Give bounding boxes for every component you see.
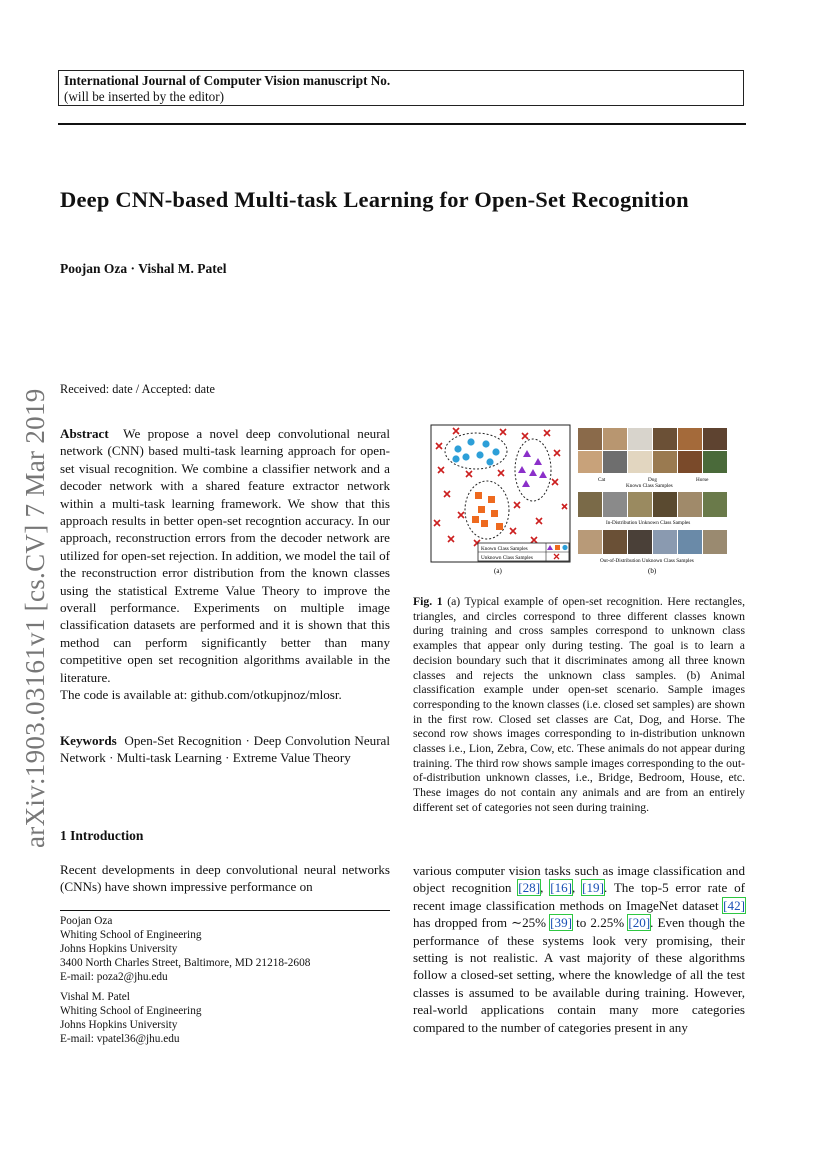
citation-39[interactable]: [ 39 ] <box>550 915 572 930</box>
square-class-boundary <box>465 481 509 539</box>
abstract-heading: Abstract <box>60 426 109 441</box>
citation-28[interactable]: [ 28 ] <box>518 880 540 895</box>
square-samples <box>472 492 503 530</box>
legend-unknown: Unknown Class Samples <box>481 555 533 561</box>
citation-19[interactable]: [ 19 ] <box>582 880 604 895</box>
section-heading-introduction: 1 Introduction <box>60 828 144 843</box>
footnote-line: Poojan Oza <box>60 915 113 927</box>
class-label-cat: Cat <box>598 477 606 483</box>
panel-b-in-distribution-row <box>578 492 727 517</box>
keywords-heading: Keywords <box>60 733 117 748</box>
figure-1 <box>430 424 745 582</box>
intro-text: . Even though the performance of these systems look very promising, their setting is not realistic. A vast majority of these algorithms follow a closed-set setting, where the knowledge of all the test classes is assumed to be available during training. However, real-world applications contain many more categories compared to the number of categories present in any <box>413 915 745 1035</box>
journal-name: International Journal of Computer Vision manuscript No. <box>64 73 391 88</box>
caption-text: (a) Typical example of open-set recognition. Here rectangles, triangles, and circles correspond to three different classes known during training and cross samples correspond to unknown class examples that appear only during testing. The goal is to learn a decision boundary such that it discriminates among all three known classes and rejects the unknown class samples. (b) Animal classification example under open-set scenario. Sample images corresponding to the known classes (i.e. closed set samples) are shown in the first row. Closed set classes are Cat, Dog, and Horse. The second row shows images corresponding to in-distribution unknown classes i.e., Lion, Zebra, Cow, etc. These animals do not appear during training. The third row shows sample images corresponding to the out-of-distribution unknown classes, i.e., Bridge, Bedroom, House, etc. These images do not contain any animals and are from an entirely different set of categories not seen during training. <box>413 595 746 814</box>
panel-b-out-of-distribution-row <box>578 530 727 554</box>
arxiv-stamp: arXiv:1903.03161v1 [cs.CV] 7 Mar 2019 <box>20 388 50 848</box>
keywords <box>60 732 390 767</box>
code-availability: The code is available at: github.com/otkupjnoz/mlosr. <box>60 687 342 703</box>
row1-label: Known Class Samples <box>626 483 673 489</box>
figure-1-caption <box>413 595 745 816</box>
journal-editor-note: (will be inserted by the editor) <box>64 89 225 104</box>
citation-20[interactable]: [ 20 ] <box>628 915 650 930</box>
class-label-horse: Horse <box>696 477 709 483</box>
footnote-author2 <box>60 990 390 1046</box>
panel-a-frame <box>431 425 570 562</box>
footnote-line: Whiting School of Engineering <box>60 1005 202 1017</box>
journal-header-box <box>58 70 744 106</box>
footnote-line: Whiting School of Engineering <box>60 929 202 941</box>
intro-left-paragraph: Recent developments in deep convolutional neural networks (CNNs) have shown impressive performance on <box>60 862 390 895</box>
footnote-line: 3400 North Charles Street, Baltimore, MD 21218-2608 <box>60 957 311 969</box>
footnote-line: Johns Hopkins University <box>60 1019 178 1031</box>
footnote-line: E-mail: vpatel36@jhu.edu <box>60 1033 180 1045</box>
intro-text: various computer vision tasks such as image classification and object recognition <box>413 863 745 896</box>
panel-a-label: (a) <box>494 567 502 575</box>
class-label-dog: Dog <box>648 477 657 483</box>
legend-known: Known Class Samples <box>481 546 528 552</box>
footnote-line: Vishal M. Patel <box>60 991 130 1003</box>
footnote-author1 <box>60 914 390 984</box>
caption-label: Fig. 1 <box>413 595 443 608</box>
header-rule <box>58 123 746 125</box>
received-date: Received: date / Accepted: date <box>60 382 216 396</box>
footnote-line: E-mail: poza2@jhu.edu <box>60 971 168 983</box>
circle-samples <box>452 438 499 465</box>
paper-authors: Poojan Oza · Vishal M. Patel <box>60 261 227 276</box>
abstract-text: We propose a novel deep convolutional neural network (CNN) based multi-task learning approach for open-set visual recognition. We combine a classifier network and a decoder network with a shared feature extractor network within a multi-task learning framework. We show that this approach results in better open-set recogntion accuracy. In our approach, reconstruction errors from the decoder network are utilized for open-set rejection. In addition, we model the tail of the reconstruction error distribution from the known classes using the statistical Extreme Value Theory to improve the overall performance. Experiments on multiple image classification datasets are performed and it is shown that this method can perform significantly better than many competitive open set recognition algorithms available in the literature. <box>60 426 391 685</box>
intro-text: . The top-5 error rate of recent image classification methods on ImageNet dataset <box>413 880 746 913</box>
abstract <box>60 425 390 704</box>
intro-text: has dropped from ∼25% <box>413 915 547 931</box>
citation-16[interactable]: [ 16 ] <box>550 880 572 895</box>
keywords-text: Open-Set Recognition · Deep Convolution Neural Network · Multi-task Learning · Extreme Value Theory <box>60 733 391 766</box>
paper-title: Deep CNN-based Multi-task Learning for Open-Set Recognition <box>60 187 689 212</box>
panel-b-label: (b) <box>648 567 657 575</box>
triangle-samples <box>518 450 547 487</box>
footnote-rule <box>60 910 390 911</box>
footnote-line: Johns Hopkins University <box>60 943 178 955</box>
row3-label: Out-of-Distribution Unknown Class Samples <box>600 558 694 564</box>
intro-text: to 2.25% <box>576 915 625 931</box>
intro-right-paragraph: various computer vision tasks such as image classification and object recognition [ 28 ] , [ 16 ] , [ 19 ] . The top-5 error rate of recent image classification methods on ImageNet dataset [ 42 ] has dropped from ∼25% [ 39 ] to 2.25% [ 20 ] . Even though the performance of these systems look very promising, their setting is not realistic. A vast majority of these algorithms follow a closed-set setting, where the knowledge of all the test classes is assumed to be available during training. However, real-world applications contain many more categories compared to the number of categories present in any <box>413 862 745 1036</box>
citation-42[interactable]: [ 42 ] <box>723 898 745 913</box>
panel-b-known-row <box>578 428 727 473</box>
row2-label: In-Distribution Unknown Class Samples <box>606 520 691 526</box>
